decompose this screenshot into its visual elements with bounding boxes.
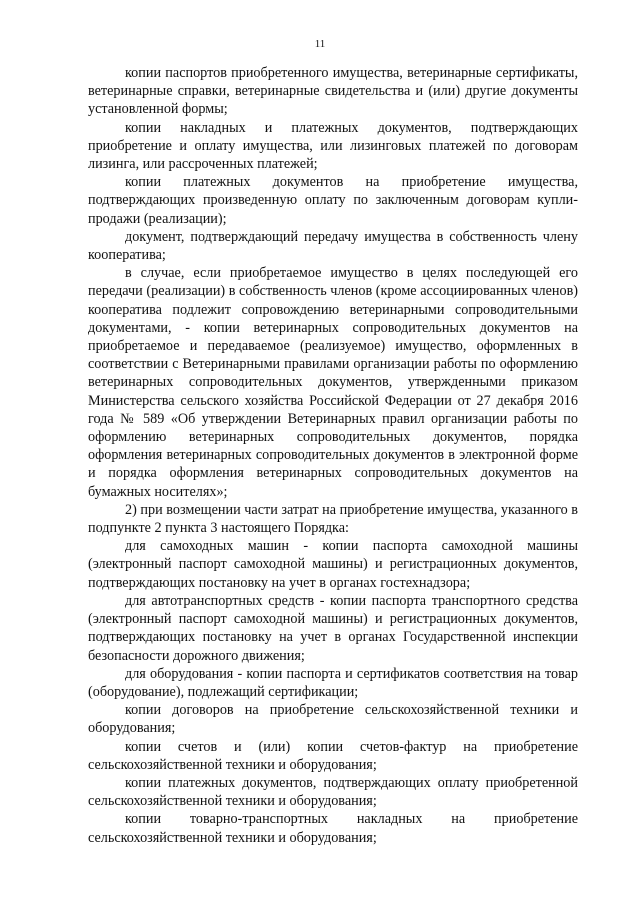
paragraph: документ, подтверждающий передачу имущества в собственность члену кооператива; xyxy=(88,228,578,264)
paragraph: копии платежных документов, подтверждающих оплату приобретенной сельскохозяйственной техники и оборудования; xyxy=(88,774,578,810)
paragraph: для оборудования - копии паспорта и сертификатов соответствия на товар (оборудование), подлежащий сертификации; xyxy=(88,665,578,700)
paragraph: для самоходных машин - копии паспорта самоходной машины (электронный паспорт самоходной машины) и регистрационных документов, подтверждающих постановку на учет в органах гостехнадзора; xyxy=(88,538,578,591)
page-number: 11 xyxy=(314,38,326,50)
paragraph: в случае, если приобретаемое имущество в целях последующей его передачи (реализации) в собственность членов (кроме ассоциированных членов) кооператива подлежит сопровождению ветеринарными сопроводительными документами, - копии ветеринарных сопроводительных документов на приобретаемое и передаваемое (реализуемое) имущество, оформленных в соответствии с Ветеринарными правилами организации работы по оформлению ветеринарных сопроводительных документов, утвержденными приказом Министерства сельского хозяйства Российской Федерации от 27 декабря 2016 года № 589 «Об утверждении Ветеринарных правил организации работы по оформлению ветеринарных сопроводительных документов, порядка оформления ветеринарных сопроводительных документов в электронной форме и порядка оформления ветеринарных сопроводительных документов на бумажных носителях»; xyxy=(88,265,578,500)
paragraph: копии товарно-транспортных накладных на приобретение сельскохозяйственной техники и оборудования; xyxy=(88,811,578,846)
paragraph: копии накладных и платежных документов, подтверждающих приобретение и оплату имущества, или лизинговых платежей по договорам лизинга, или рассроченных платежей; xyxy=(88,119,578,173)
document-body xyxy=(88,64,578,847)
paragraph: 2) при возмещении части затрат на приобретение имущества, указанного в подпункте 2 пункта 3 настоящего Порядка: xyxy=(88,501,578,537)
paragraph: для автотранспортных средств - копии паспорта транспортного средства (электронный паспорт самоходной машины) и регистрационных документов, подтверждающих постановку на учет в органах Государственной инспекции безопасности дорожного движения; xyxy=(88,592,578,664)
paragraph: копии паспортов приобретенного имущества, ветеринарные сертификаты, ветеринарные справки, ветеринарные свидетельства и (или) другие документы установленной формы; xyxy=(88,65,578,118)
paragraph: копии договоров на приобретение сельскохозяйственной техники и оборудования; xyxy=(88,702,578,737)
paragraph: копии платежных документов на приобретение имущества, подтверждающих произведенную оплату по заключенным договорам купли-продажи (реализации); xyxy=(88,174,578,227)
paragraph: копии счетов и (или) копии счетов-фактур на приобретение сельскохозяйственной техники и оборудования; xyxy=(88,738,578,773)
